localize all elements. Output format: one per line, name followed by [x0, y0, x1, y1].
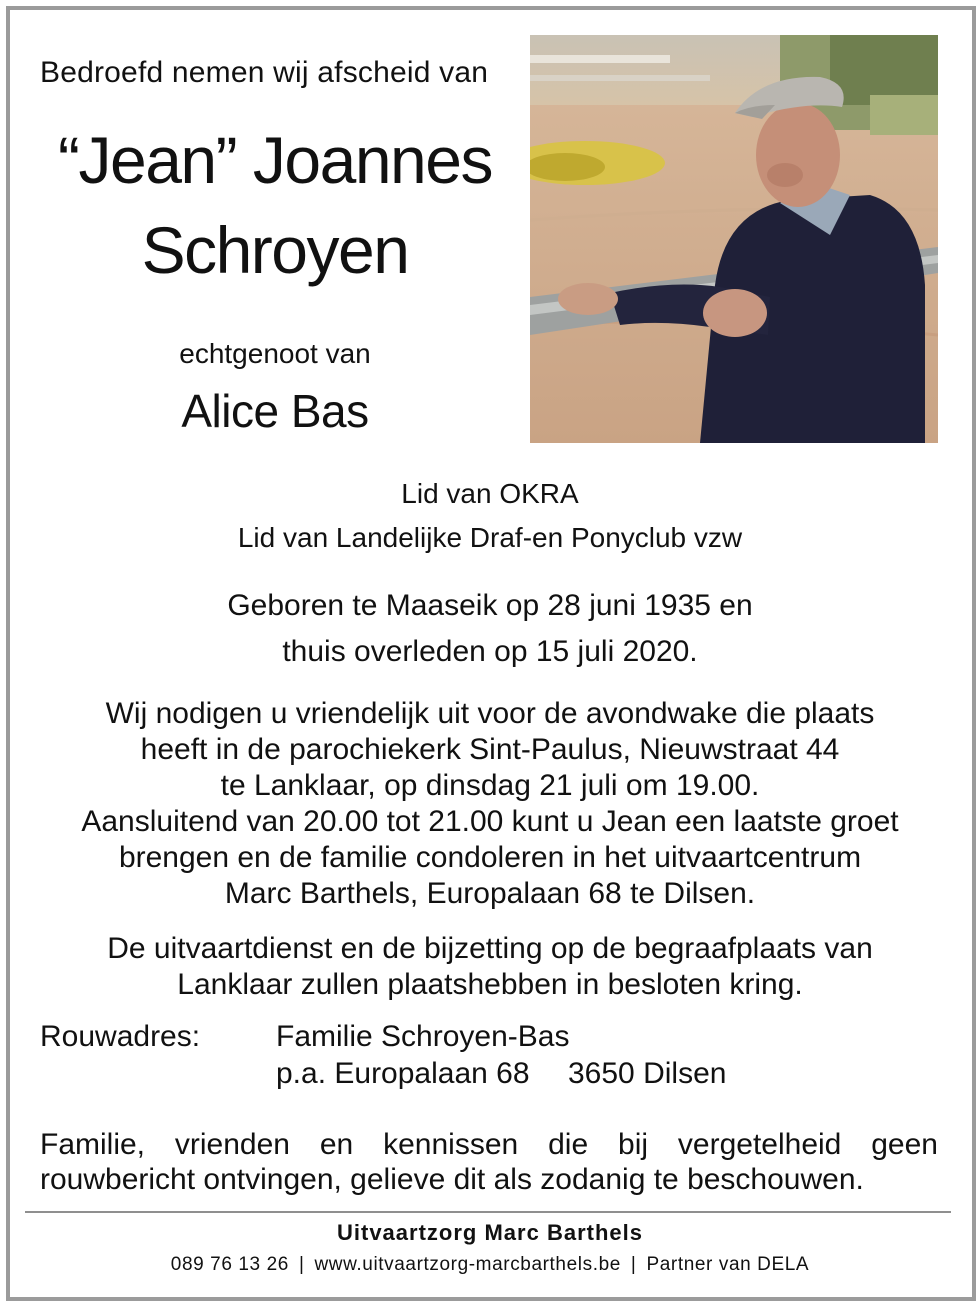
- birth-text: Geboren te Maaseik op 28 juni 1935 en: [227, 589, 753, 622]
- phone-number: 089 76 13 26: [170, 1254, 289, 1275]
- intro-text: Bedroefd nemen wij afscheid van: [40, 56, 489, 89]
- notice-line: Familie, vrienden en kennissen die bij vergetelheid geen: [40, 1128, 938, 1161]
- address-family: Familie Schroyen-Bas: [276, 1020, 570, 1053]
- footer-separator: |: [298, 1254, 305, 1275]
- footer-contact: [30, 1254, 950, 1276]
- wake-line: te Lanklaar, op dinsdag 21 juli om 19.00.: [220, 769, 760, 802]
- website-link[interactable]: www.uitvaartzorg-marcbarthels.be: [314, 1254, 621, 1275]
- wake-line: heeft in de parochiekerk Sint-Paulus, Nieuwstraat 44: [140, 733, 840, 766]
- wake-line: brengen en de familie condoleren in het uitvaartcentrum: [118, 841, 862, 874]
- address-street: p.a. Europalaan 68: [276, 1057, 530, 1090]
- wake-line: Marc Barthels, Europalaan 68 te Dilsen.: [224, 877, 756, 910]
- death-text: thuis overleden op 15 juli 2020.: [282, 635, 698, 668]
- spouse-label: echtgenoot van: [179, 338, 371, 369]
- membership-ponyclub: Lid van Landelijke Draf-en Ponyclub vzw: [237, 522, 743, 553]
- notice-line: rouwbericht ontvingen, gelieve dit als zodanig te beschouwen.: [40, 1163, 864, 1196]
- funeral-line: De uitvaartdienst en de bijzetting op de begraafplaats van: [107, 932, 873, 965]
- company-name: Uitvaartzorg Marc Barthels: [337, 1220, 643, 1245]
- membership-okra: Lid van OKRA: [401, 478, 579, 509]
- deceased-name-last: Schroyen: [141, 213, 409, 287]
- deceased-name-first: “Jean” Joannes: [58, 123, 492, 197]
- portrait-photo: [530, 35, 938, 443]
- address-city: 3650 Dilsen: [568, 1057, 727, 1090]
- spouse-name: Alice Bas: [181, 385, 369, 437]
- funeral-line: Lanklaar zullen plaatshebben in besloten kring.: [177, 968, 803, 1001]
- portrait-photo-icon: [530, 35, 938, 443]
- address-label: Rouwadres:: [40, 1020, 201, 1053]
- footer-separator: |: [630, 1254, 637, 1275]
- partner-text: Partner van DELA: [646, 1254, 810, 1275]
- wake-line: Aansluitend van 20.00 tot 21.00 kunt u Jean een laatste groet: [81, 805, 899, 838]
- wake-line: Wij nodigen u vriendelijk uit voor de avondwake die plaats: [105, 697, 875, 730]
- footer-divider: [25, 1211, 951, 1213]
